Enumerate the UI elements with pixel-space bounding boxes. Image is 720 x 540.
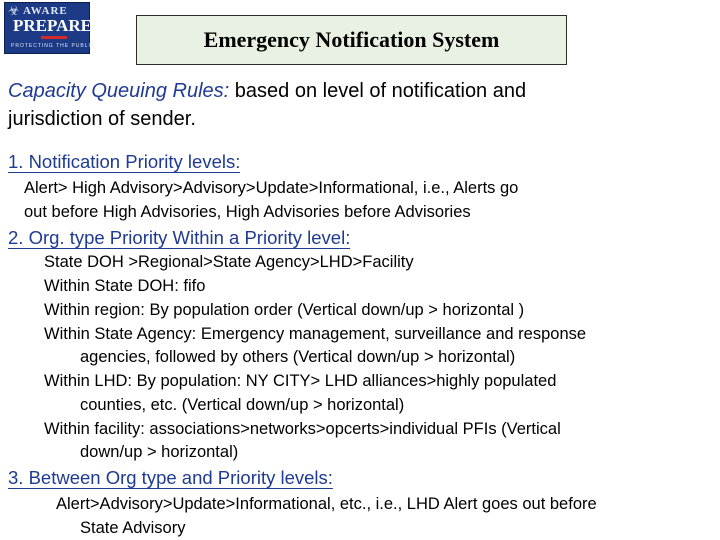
section2-line: counties, etc. (Vertical down/up > horizontal) <box>80 396 405 414</box>
section2-line: agencies, followed by others (Vertical down/up > horizontal) <box>80 348 516 366</box>
section3-line: State Advisory <box>80 519 186 537</box>
intro-line-1 <box>8 78 526 104</box>
title-box <box>136 15 567 65</box>
section1-line: Alert> High Advisory>Advisory>Update>Informational, i.e., Alerts go <box>24 179 519 197</box>
biohazard-icon: ☣ <box>8 4 20 19</box>
aware-prepare-logo <box>4 2 96 54</box>
intro-line-2: jurisdiction of sender. <box>8 108 196 130</box>
section3-line: Alert>Advisory>Update>Informational, etc., i.e., LHD Alert goes out before <box>56 495 597 513</box>
section3-heading: 3. Between Org type and Priority levels: <box>8 467 333 488</box>
logo-line2: PREPARE <box>13 16 93 35</box>
section2-line: Within State DOH: fifo <box>44 277 206 295</box>
section2-line: State DOH >Regional>State Agency>LHD>Facility <box>44 253 414 271</box>
section1-line: out before High Advisories, High Advisories before Advisories <box>24 203 471 221</box>
logo-red-bar <box>41 36 67 39</box>
section2-line: Within region: By population order (Vertical down/up > horizontal ) <box>44 301 525 319</box>
section2-line: Within State Agency: Emergency management, surveillance and response <box>44 325 587 343</box>
logo-tagline: PROTECTING THE PUBLIC <box>11 43 96 49</box>
intro-heading: Capacity Queuing Rules: <box>8 80 230 102</box>
section2-line: down/up > horizontal) <box>80 443 239 461</box>
intro-text-1: based on level of notification and <box>229 80 527 102</box>
logo-line1: AWARE <box>23 5 68 17</box>
slide-title: Emergency Notification System <box>203 27 500 52</box>
section1-heading: 1. Notification Priority levels: <box>8 151 241 172</box>
section2-heading: 2. Org. type Priority Within a Priority level: <box>8 227 351 248</box>
section2-line: Within facility: associations>networks>opcerts>individual PFIs (Vertical <box>44 420 561 438</box>
section2-line: Within LHD: By population: NY CITY> LHD alliances>highly populated <box>44 372 557 390</box>
